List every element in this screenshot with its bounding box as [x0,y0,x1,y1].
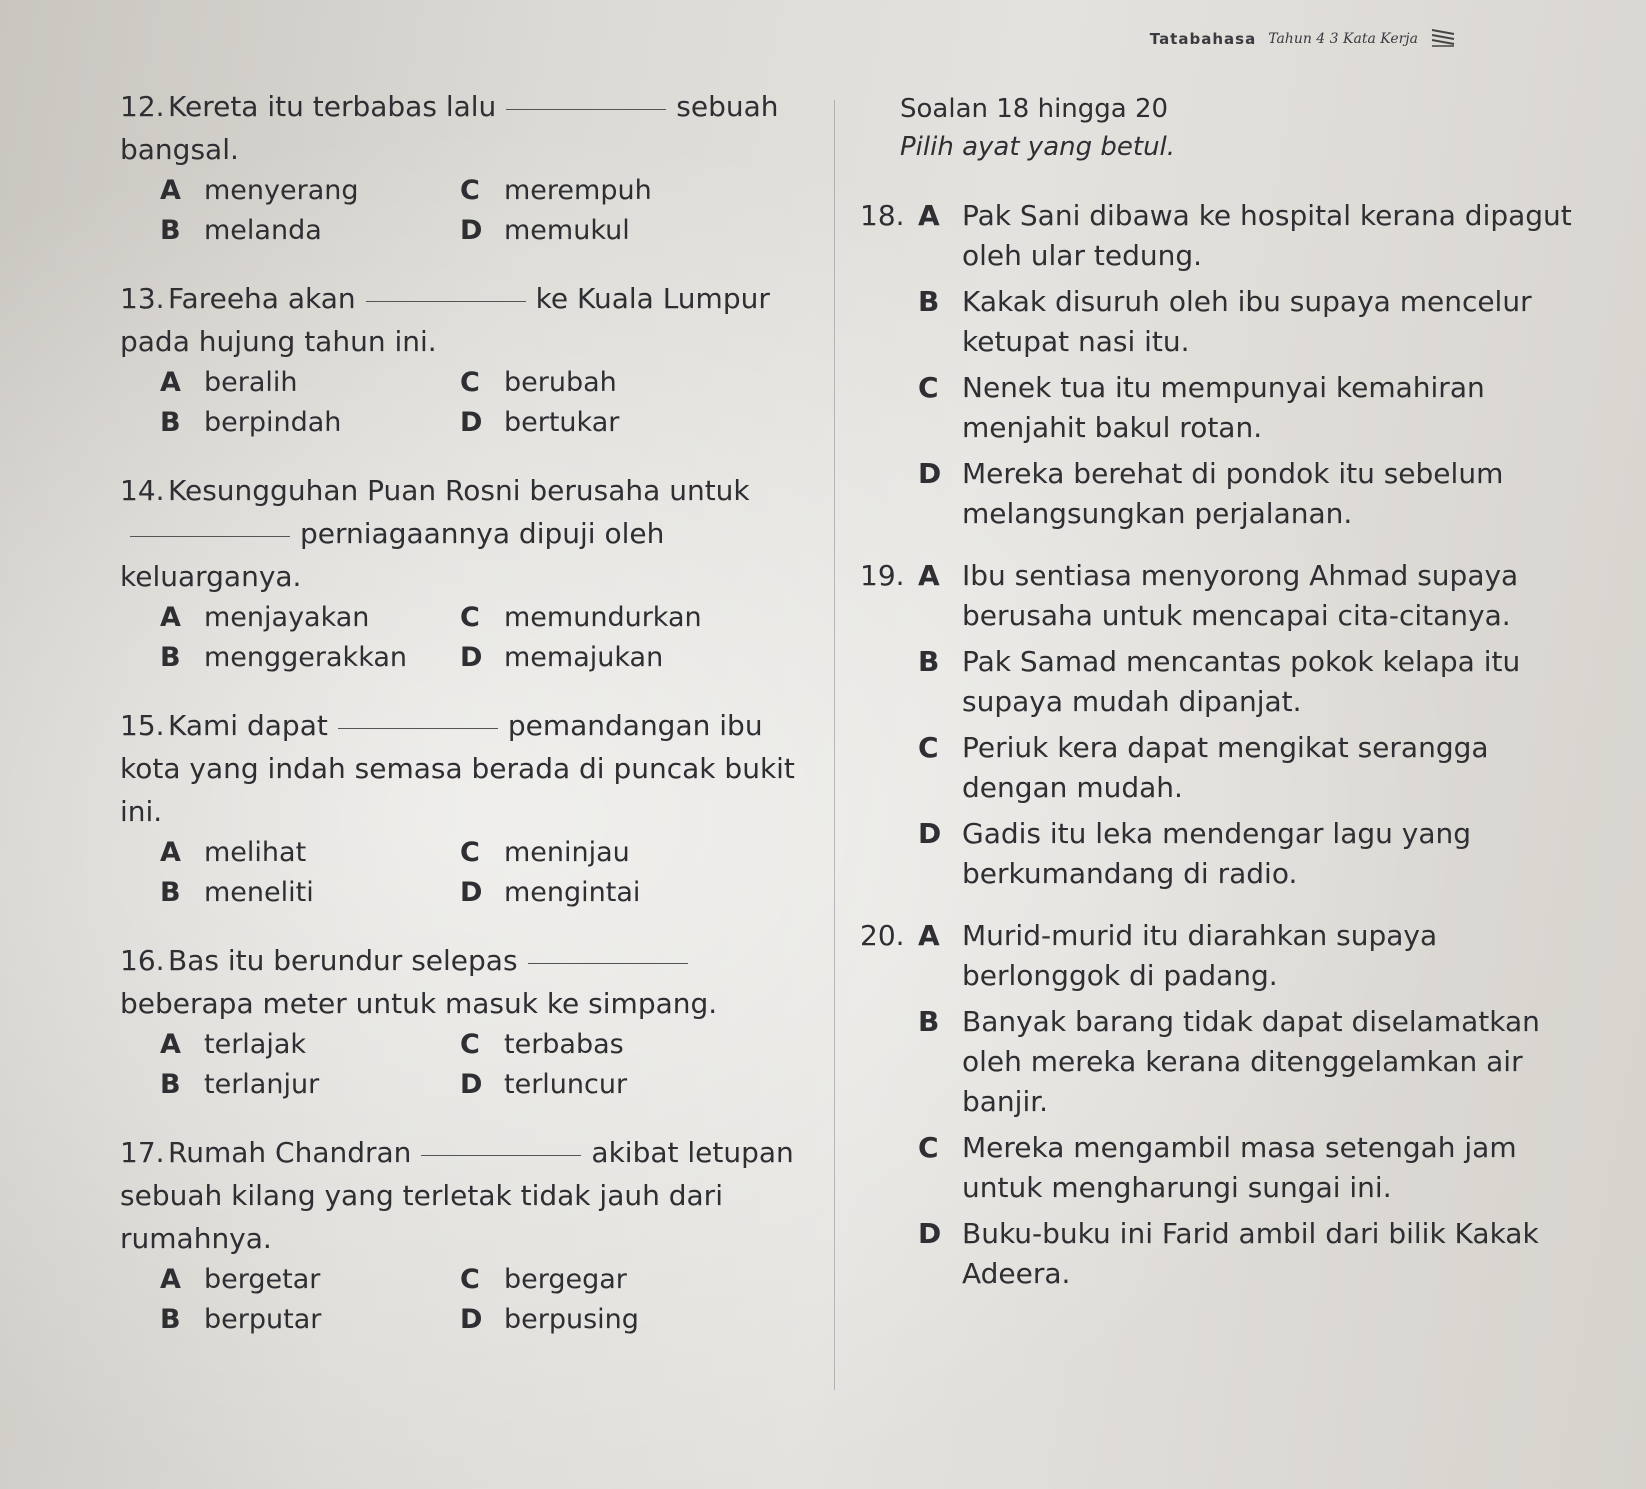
option-c: C berubah [460,367,617,398]
question-number: 20. [860,919,905,952]
option-d: D memukul [460,215,630,246]
question-13 [120,277,820,443]
question-text-cont: perniagaannya dipuji oleh keluarganya. [120,517,665,593]
question-number: 12. [120,90,165,123]
option-d: D Buku-buku ini Farid ambil dari bilik Kakak Adeera. [918,1217,1539,1290]
header-title: Tatabahasa [1149,30,1257,48]
answer-blank [130,536,290,537]
question-16 [120,939,820,1105]
option-a: A beralih [160,367,298,398]
option-d: D Gadis itu leka mendengar lagu yang berkumandang di radio. [918,817,1472,890]
answer-blank [506,109,666,110]
question-18 [860,196,1580,534]
answer-options [160,598,820,678]
answer-blank [366,301,526,302]
answer-options [160,1025,820,1105]
option-a: 19. A Ibu sentiasa menyorong Ahmad supaya berusaha untuk mencapai cita-citanya. [860,556,1580,636]
option-c: C merempuh [460,175,652,206]
option-d: D memajukan [460,642,664,673]
book-logo-icon [1430,26,1456,52]
question-text-cont: beberapa meter untuk masuk ke simpang. [120,987,718,1020]
option-a: A bergetar [160,1264,321,1295]
left-column [120,85,820,1366]
option-a: A terlajak [160,1029,307,1060]
option-a: A menyerang [160,175,359,206]
question-number: 19. [860,559,905,592]
question-number: 14. [120,474,165,507]
question-19 [860,556,1580,894]
question-text: Kesungguhan Puan Rosni berusaha untuk [168,474,750,507]
question-text-cont: akibat letupan sebuah kilang yang terletak tidak jauh dari rumahnya. [120,1136,794,1255]
option-c: C Nenek tua itu mempunyai kemahiran menjahit bakul rotan. [918,371,1485,444]
option-c: C bergegar [460,1264,627,1295]
option-c: C memundurkan [460,602,702,633]
question-number: 18. [860,199,905,232]
column-divider [834,100,835,1390]
answer-blank [338,728,498,729]
page-header [1150,26,1456,52]
question-text: Kereta itu terbabas lalu [168,90,497,123]
answer-options [160,1260,820,1340]
option-d: D berpusing [460,1304,639,1335]
option-d: D terluncur [460,1069,628,1100]
section-heading [900,90,1580,166]
question-text-cont: sebuah bangsal. [120,90,779,166]
question-12 [120,85,820,251]
option-d: D bertukar [460,407,620,438]
answer-options [160,171,820,251]
question-number: 15. [120,709,165,742]
option-b: B meneliti [160,877,314,908]
question-14 [120,469,820,678]
option-b: B menggerakkan [160,642,408,673]
question-text: Bas itu berundur selepas [168,944,518,977]
question-20 [860,916,1580,1294]
option-b: B berpindah [160,407,342,438]
answer-options [160,363,820,443]
option-d: D Mereka berehat di pondok itu sebelum melangsungkan perjalanan. [918,457,1504,530]
option-a: 18. A Pak Sani dibawa ke hospital kerana dipagut oleh ular tedung. [860,196,1580,276]
option-b: B Kakak disuruh oleh ibu supaya mencelur ketupat nasi itu. [918,285,1532,358]
option-c: C Mereka mengambil masa setengah jam untuk mengharungi sungai ini. [918,1131,1517,1204]
question-text: Kami dapat [168,709,328,742]
question-text: Fareeha akan [168,282,356,315]
answer-blank [528,963,688,964]
option-d: D mengintai [460,877,641,908]
section-instruction: Pilih ayat yang betul. [900,132,1176,162]
question-text-cont: pemandangan ibu kota yang indah semasa berada di puncak bukit ini. [120,709,795,828]
option-b: B Pak Samad mencantas pokok kelapa itu supaya mudah dipanjat. [918,645,1521,718]
answer-options [160,833,820,913]
option-b: B melanda [160,215,322,246]
question-15 [120,704,820,913]
question-number: 13. [120,282,165,315]
option-c: C Periuk kera dapat mengikat serangga dengan mudah. [918,731,1489,804]
option-b: B berputar [160,1304,322,1335]
option-b: B Banyak barang tidak dapat diselamatkan oleh mereka kerana ditenggelamkan air banjir. [918,1005,1540,1118]
option-a: A menjayakan [160,602,370,633]
question-number: 16. [120,944,165,977]
option-b: B terlanjur [160,1069,320,1100]
right-column [860,90,1580,1316]
question-text: Rumah Chandran [168,1136,412,1169]
question-17 [120,1131,820,1340]
option-c: C meninjau [460,837,630,868]
answer-blank [421,1155,581,1156]
section-title: Soalan 18 hingga 20 [900,94,1169,124]
question-number: 17. [120,1136,165,1169]
option-a: 20. A Murid-murid itu diarahkan supaya berlonggok di padang. [860,916,1580,996]
question-text-cont: ke Kuala Lumpur pada hujung tahun ini. [120,282,770,358]
option-c: C terbabas [460,1029,624,1060]
option-a: A melihat [160,837,307,868]
header-subtitle: Tahun 4 3 Kata Kerja [1268,31,1418,47]
